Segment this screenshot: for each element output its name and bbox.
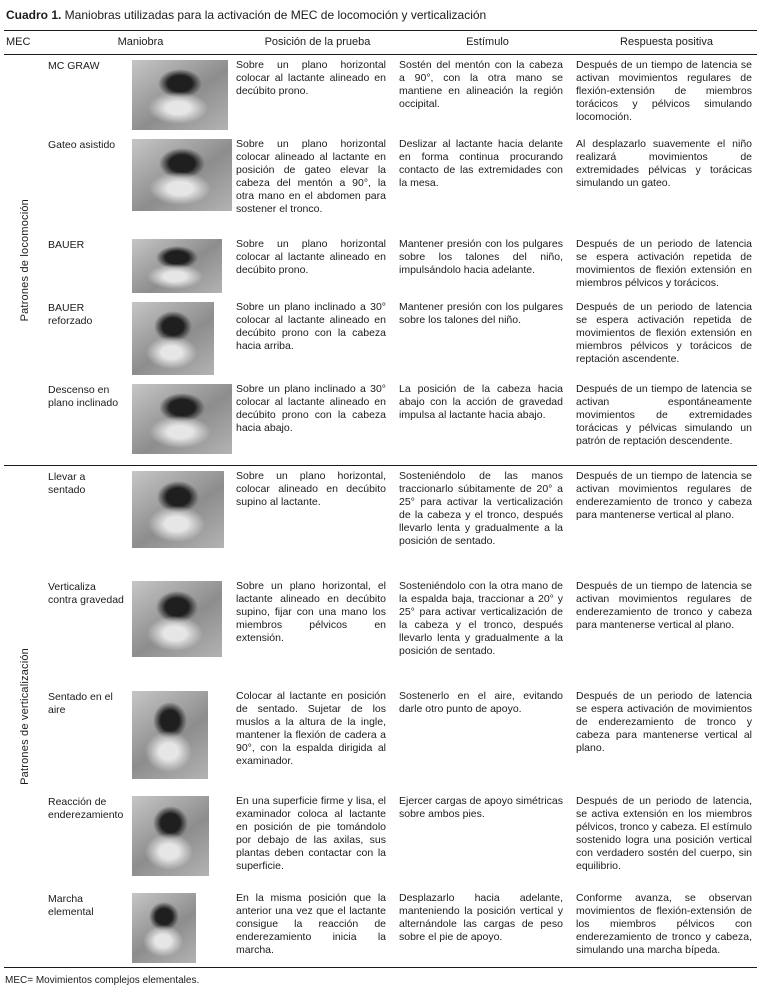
footnote: MEC= Movimientos complejos elementales.	[4, 968, 757, 993]
table-body	[4, 55, 757, 968]
posicion-cell: En una superficie firme y lisa, el examinador coloca al lactante en posición de pie tomándolo por debajo de las axilas, sus plantas deben contactar con la superficie.	[236, 795, 386, 872]
respuesta-cell: Después de un periodo de latencia, se activa extensión en los miembros pélvicos, tronco y cabeza. El estímulo sostenido logra una posición vertical con verdadero sostén del cuerpo, sin equilibrio.	[576, 795, 752, 872]
maniobra-name: Marcha elemental	[48, 893, 94, 918]
estimulo-cell: Sostén del mentón con la cabeza a 90°, con la otra mano se mantiene en alineación la región occipital.	[399, 59, 563, 110]
maniobra-name: Sentado en el aire	[48, 691, 113, 716]
maniobra-photo	[132, 796, 209, 876]
estimulo-cell: Desplazarlo hacia adelante, manteniendo la posición vertical y alternándole las cargas de peso sobre el pie de apoyo.	[399, 892, 563, 943]
posicion-cell: Sobre un plano horizontal colocar alineado al lactante en posición de gateo elevar la cabeza del mentón a 90°, la otra mano en el abdomen para sostener el tronco.	[236, 138, 386, 215]
respuesta-cell: Después de un tiempo de latencia se activan movimientos regulares de enderezamiento de tronco y cabeza para mantenerse vertical al plano.	[576, 580, 752, 631]
table-title-text: Maniobras utilizadas para la activación de MEC de locomoción y verticalización	[61, 8, 487, 22]
table-row	[45, 297, 757, 379]
respuesta-cell: Al desplazarlo suavemente el niño realizará movimientos de extremidades pélvicas y torácicas simulando un gateo.	[576, 138, 752, 189]
table-row	[45, 888, 757, 967]
maniobra-photo	[132, 60, 228, 130]
respuesta-cell: Después de un tiempo de latencia se activan movimientos regulares de flexión-extensión de miembros torácicos y pélvicos simulando locomoción.	[576, 59, 752, 123]
estimulo-cell: Mantener presión con los pulgares sobre los talones del niño, impulsándolo hacia adelante.	[399, 238, 563, 276]
respuesta-cell: Después de un periodo de latencia se espera activación repetida de movimientos de flexión extensión en miembros pélvicos y torácicos.	[576, 238, 752, 289]
col-header-estimulo: Estímulo	[466, 36, 509, 48]
maniobra-name: Llevar a sentado	[48, 471, 86, 496]
maniobra-name: Verticaliza contra gravedad	[48, 581, 124, 606]
estimulo-cell: Deslizar al lactante hacia delante en forma continua procurando contacto de las extremidades con la mesa.	[399, 138, 563, 189]
col-header-mec: MEC	[6, 36, 31, 48]
estimulo-cell: La posición de la cabeza hacia abajo con la acción de gravedad impulsa al lactante hacia abajo.	[399, 383, 563, 421]
posicion-cell: Sobre un plano inclinado a 30° colocar al lactante alineado en decúbito prono con la cabeza hacia arriba.	[236, 301, 386, 352]
col-header-respuesta: Respuesta positiva	[620, 36, 713, 48]
maniobra-name: Reacción de enderezamiento	[48, 796, 124, 821]
maniobra-photo	[132, 139, 232, 211]
table-row	[45, 55, 757, 134]
maniobra-photo	[132, 581, 222, 657]
maniobra-photo	[132, 893, 196, 963]
table-row	[45, 134, 757, 234]
estimulo-cell: Sostenerlo en el aire, evitando darle otro punto de apoyo.	[399, 690, 563, 715]
maniobra-photo	[132, 471, 224, 548]
table-title	[4, 6, 757, 31]
estimulo-cell: Mantener presión con los pulgares sobre los talones del niño.	[399, 301, 563, 326]
maniobra-name: Descenso en plano inclinado	[48, 384, 119, 409]
maniobra-name: MC GRAW	[48, 60, 100, 72]
group-verticalizacion	[4, 465, 757, 967]
estimulo-cell: Sosteniéndolo de las manos traccionarlo súbitamente de 20° a 25° para activar la verticalización de la cabeza y el tronco, después llevarlo lenta y gradualmente a la posición de sentado.	[399, 470, 563, 547]
estimulo-cell: Ejercer cargas de apoyo simétricas sobre ambos pies.	[399, 795, 563, 820]
column-header-row	[4, 31, 757, 55]
maniobra-name: Gateo asistido	[48, 139, 116, 151]
posicion-cell: Colocar al lactante en posición de sentado. Sujetar de los muslos a la altura de la ingle, mantener la flexión de cadera a 90°, con la espalda dirigida al examinador.	[236, 690, 386, 767]
respuesta-cell: Después de un tiempo de latencia se activan movimientos regulares de enderezamiento de tronco y cabeza para mantenerse vertical al plano.	[576, 470, 752, 521]
respuesta-cell: Después de un tiempo de latencia se activan espontáneamente movimientos de extremidades torácicas y pélvicas simulando un patrón de reptación descendente.	[576, 383, 752, 447]
group-label-verticalizacion: Patrones de verticalización	[18, 648, 31, 785]
group-label-cell	[4, 466, 45, 967]
posicion-cell: Sobre un plano inclinado a 30° colocar al lactante alineado en decúbito prono con la cabeza hacia abajo.	[236, 383, 386, 434]
maniobra-name: BAUER reforzado	[48, 302, 93, 327]
posicion-cell: Sobre un plano horizontal colocar al lactante alineado en decúbito prono.	[236, 59, 386, 97]
group-locomocion	[4, 55, 757, 465]
maniobra-name: BAUER	[48, 239, 85, 251]
table-row	[45, 686, 757, 791]
table-row	[45, 576, 757, 686]
maniobra-photo	[132, 691, 208, 779]
estimulo-cell: Sosteniéndolo con la otra mano de la espalda baja, traccionar a 20° y 25° para activar verticalización de la cabeza y el tronco, después llevarlo lenta y gradualmente a la posición de sentado.	[399, 580, 563, 657]
maniobra-photo	[132, 239, 222, 293]
group-label-locomocion: Patrones de locomoción	[18, 198, 31, 322]
maniobra-photo	[132, 302, 214, 375]
posicion-cell: En la misma posición que la anterior una vez que el lactante consigue la reacción de enderezamiento inicia la marcha.	[236, 892, 386, 956]
posicion-cell: Sobre un plano horizontal, colocar alineado en decúbito supino al lactante.	[236, 470, 386, 508]
col-header-posicion: Posición de la prueba	[264, 36, 371, 48]
group-label-cell	[4, 55, 45, 465]
table-row	[45, 466, 757, 576]
maniobra-photo	[132, 384, 232, 454]
respuesta-cell: Después de un periodo de latencia se espera activación repetida de movimientos de flexión extensión en miembros pélvicos y torácicos de reptación ascendente.	[576, 301, 752, 365]
table-row	[45, 234, 757, 297]
table-row	[45, 791, 757, 888]
respuesta-cell: Después de un periodo de latencia se espera activación de movimientos de enderezamiento de tronco y cabeza para mantenerse vertical al plano.	[576, 690, 752, 754]
table-row	[45, 379, 757, 465]
posicion-cell: Sobre un plano horizontal, el lactante alineado en decúbito supino, fijar con una mano los miembros pélvicos en extensión.	[236, 580, 386, 644]
table-title-prefix: Cuadro 1.	[6, 8, 62, 22]
respuesta-cell: Conforme avanza, se observan movimientos de flexión-extensión de los miembros pélvicos con enderezamiento de tronco y cabeza, simulando una marcha bípeda.	[576, 892, 752, 956]
posicion-cell: Sobre un plano horizontal colocar al lactante alineado en decúbito prono.	[236, 238, 386, 276]
col-header-maniobra: Maniobra	[117, 36, 164, 48]
